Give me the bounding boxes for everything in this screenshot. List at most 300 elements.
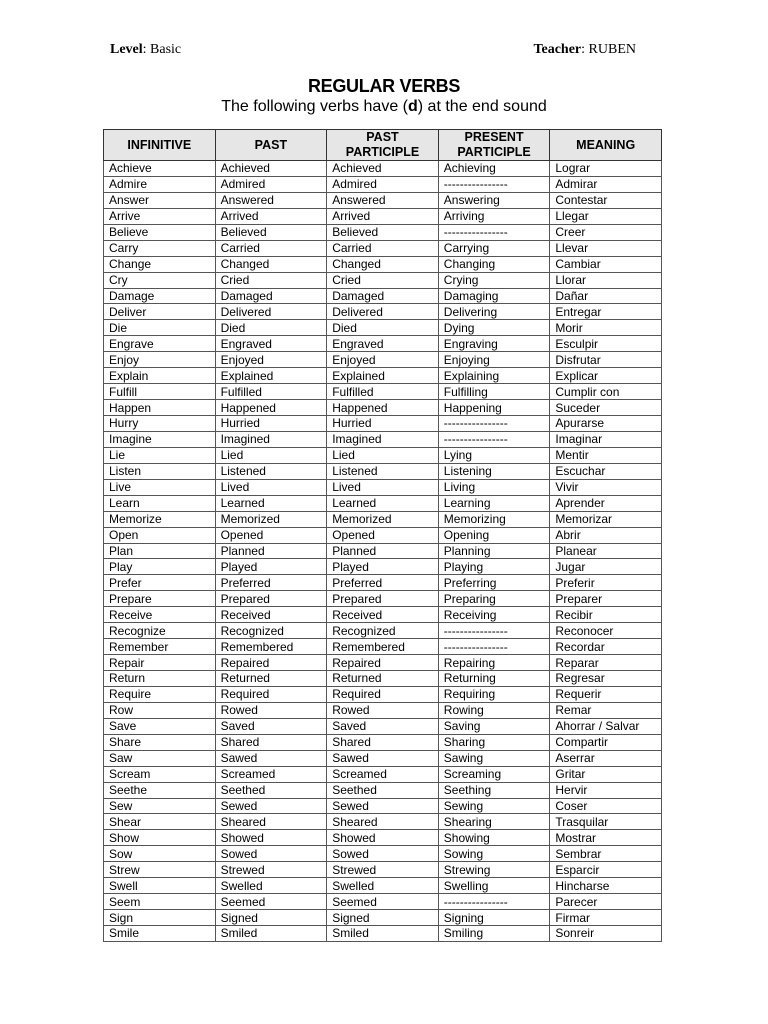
- table-cell: Saved: [327, 718, 439, 734]
- column-header: MEANING: [550, 130, 662, 161]
- table-cell: Delivered: [327, 304, 439, 320]
- table-cell: Shared: [215, 734, 327, 750]
- table-cell: Crying: [438, 272, 550, 288]
- table-cell: Memorize: [104, 511, 216, 527]
- table-cell: Enjoy: [104, 352, 216, 368]
- table-row: [104, 240, 662, 256]
- table-cell: Rowing: [438, 702, 550, 718]
- table-cell: Listened: [327, 463, 439, 479]
- table-cell: Saved: [215, 718, 327, 734]
- table-row: [104, 527, 662, 543]
- table-cell: Achieve: [104, 161, 216, 177]
- table-cell: Live: [104, 479, 216, 495]
- table-cell: Arrived: [215, 208, 327, 224]
- subtitle-after: ) at the end sound: [417, 98, 547, 115]
- table-cell: Compartir: [550, 734, 662, 750]
- table-cell: Enjoyed: [327, 352, 439, 368]
- table-cell: Receiving: [438, 607, 550, 623]
- table-cell: Entregar: [550, 304, 662, 320]
- table-cell: Remembered: [327, 639, 439, 655]
- table-cell: Seethed: [327, 782, 439, 798]
- table-cell: Opened: [327, 527, 439, 543]
- table-cell: Smiling: [438, 926, 550, 942]
- table-row: [104, 304, 662, 320]
- table-row: [104, 272, 662, 288]
- table-cell: Changed: [327, 256, 439, 272]
- table-cell: Vivir: [550, 479, 662, 495]
- table-cell: Requerir: [550, 686, 662, 702]
- table-cell: Contestar: [550, 192, 662, 208]
- table-cell: Planned: [215, 543, 327, 559]
- table-cell: Escuchar: [550, 463, 662, 479]
- table-row: [104, 766, 662, 782]
- table-cell: Lived: [215, 479, 327, 495]
- table-cell: Damaged: [327, 288, 439, 304]
- teacher-value: : RUBEN: [581, 42, 636, 57]
- table-row: [104, 798, 662, 814]
- table-cell: Recibir: [550, 607, 662, 623]
- table-cell: Prepared: [327, 591, 439, 607]
- table-cell: Screamed: [327, 766, 439, 782]
- teacher-label: Teacher: [533, 42, 582, 57]
- table-cell: Explicar: [550, 368, 662, 384]
- table-cell: Sowed: [215, 846, 327, 862]
- table-cell: Arrived: [327, 208, 439, 224]
- table-cell: Mentir: [550, 447, 662, 463]
- table-cell: Hurry: [104, 416, 216, 432]
- table-cell: Suceder: [550, 400, 662, 416]
- table-cell: Admirar: [550, 176, 662, 192]
- table-cell: Planned: [327, 543, 439, 559]
- table-cell: Sheared: [327, 814, 439, 830]
- table-cell: Required: [327, 686, 439, 702]
- table-cell: Sewed: [327, 798, 439, 814]
- table-cell: Answering: [438, 192, 550, 208]
- table-cell: Cried: [215, 272, 327, 288]
- table-row: [104, 208, 662, 224]
- column-header: PAST PARTICIPLE: [327, 130, 439, 161]
- table-cell: Recognized: [327, 623, 439, 639]
- table-cell: Delivering: [438, 304, 550, 320]
- table-cell: Smiled: [327, 926, 439, 942]
- table-cell: Learning: [438, 495, 550, 511]
- table-cell: Preparer: [550, 591, 662, 607]
- table-cell: Gritar: [550, 766, 662, 782]
- table-cell: Apurarse: [550, 416, 662, 432]
- table-cell: Carrying: [438, 240, 550, 256]
- table-cell: Listened: [215, 463, 327, 479]
- table-row: [104, 734, 662, 750]
- table-cell: Share: [104, 734, 216, 750]
- table-cell: Explaining: [438, 368, 550, 384]
- table-cell: Sharing: [438, 734, 550, 750]
- table-cell: Played: [215, 559, 327, 575]
- table-cell: Happen: [104, 400, 216, 416]
- table-row: [104, 862, 662, 878]
- table-cell: Die: [104, 320, 216, 336]
- table-cell: Play: [104, 559, 216, 575]
- table-cell: Explain: [104, 368, 216, 384]
- table-cell: Sheared: [215, 814, 327, 830]
- table-row: [104, 352, 662, 368]
- table-row: [104, 463, 662, 479]
- table-cell: ----------------: [438, 176, 550, 192]
- table-cell: Imagined: [215, 431, 327, 447]
- table-cell: Repaired: [327, 655, 439, 671]
- table-row: [104, 384, 662, 400]
- table-cell: Row: [104, 702, 216, 718]
- table-row: [104, 591, 662, 607]
- table-cell: Hincharse: [550, 878, 662, 894]
- table-cell: Living: [438, 479, 550, 495]
- table-row: [104, 543, 662, 559]
- table-cell: Strew: [104, 862, 216, 878]
- table-cell: Signed: [215, 910, 327, 926]
- table-cell: Listening: [438, 463, 550, 479]
- table-cell: Seethe: [104, 782, 216, 798]
- table-row: [104, 910, 662, 926]
- table-cell: Playing: [438, 559, 550, 575]
- table-cell: Seethed: [215, 782, 327, 798]
- table-row: [104, 368, 662, 384]
- table-cell: Strewed: [327, 862, 439, 878]
- table-cell: Sembrar: [550, 846, 662, 862]
- table-cell: Answer: [104, 192, 216, 208]
- table-cell: Save: [104, 718, 216, 734]
- table-cell: Mostrar: [550, 830, 662, 846]
- table-row: [104, 718, 662, 734]
- table-cell: Swell: [104, 878, 216, 894]
- table-cell: Shearing: [438, 814, 550, 830]
- table-cell: Trasquilar: [550, 814, 662, 830]
- table-row: [104, 607, 662, 623]
- table-cell: Rowed: [327, 702, 439, 718]
- table-cell: Learned: [327, 495, 439, 511]
- table-cell: ----------------: [438, 224, 550, 240]
- table-cell: Happened: [327, 400, 439, 416]
- table-cell: Remember: [104, 639, 216, 655]
- table-cell: Seething: [438, 782, 550, 798]
- table-cell: Enjoying: [438, 352, 550, 368]
- table-cell: Aserrar: [550, 750, 662, 766]
- table-cell: Fulfilling: [438, 384, 550, 400]
- table-cell: Deliver: [104, 304, 216, 320]
- table-cell: Saw: [104, 750, 216, 766]
- table-cell: Hurried: [327, 416, 439, 432]
- table-header: [104, 130, 662, 161]
- table-row: [104, 495, 662, 511]
- verbs-table: [103, 129, 662, 942]
- table-row: [104, 702, 662, 718]
- table-cell: Morir: [550, 320, 662, 336]
- table-cell: Prepared: [215, 591, 327, 607]
- table-cell: Happened: [215, 400, 327, 416]
- table-cell: Jugar: [550, 559, 662, 575]
- table-cell: Repair: [104, 655, 216, 671]
- table-cell: Sawed: [215, 750, 327, 766]
- table-cell: Carried: [215, 240, 327, 256]
- table-cell: Lie: [104, 447, 216, 463]
- table-cell: Opening: [438, 527, 550, 543]
- table-cell: Lied: [215, 447, 327, 463]
- table-row: [104, 846, 662, 862]
- table-cell: Admired: [327, 176, 439, 192]
- table-cell: Dying: [438, 320, 550, 336]
- table-cell: ----------------: [438, 431, 550, 447]
- table-cell: Creer: [550, 224, 662, 240]
- table-cell: Cry: [104, 272, 216, 288]
- table-cell: Changed: [215, 256, 327, 272]
- teacher-info: [533, 42, 636, 58]
- table-cell: Fulfilled: [327, 384, 439, 400]
- table-cell: Preferir: [550, 575, 662, 591]
- table-cell: Preferring: [438, 575, 550, 591]
- table-cell: Memorized: [215, 511, 327, 527]
- table-cell: Answered: [327, 192, 439, 208]
- table-row: [104, 224, 662, 240]
- table-cell: Shared: [327, 734, 439, 750]
- table-cell: Played: [327, 559, 439, 575]
- table-cell: Scream: [104, 766, 216, 782]
- table-cell: Died: [327, 320, 439, 336]
- table-cell: Arriving: [438, 208, 550, 224]
- table-cell: Lying: [438, 447, 550, 463]
- table-cell: Returned: [327, 671, 439, 687]
- table-cell: Planning: [438, 543, 550, 559]
- table-cell: Achieved: [327, 161, 439, 177]
- table-cell: Delivered: [215, 304, 327, 320]
- table-cell: Seemed: [215, 894, 327, 910]
- table-cell: Cried: [327, 272, 439, 288]
- table-cell: Sonreir: [550, 926, 662, 942]
- table-row: [104, 655, 662, 671]
- table-cell: Happening: [438, 400, 550, 416]
- table-cell: Preferred: [327, 575, 439, 591]
- table-cell: Cambiar: [550, 256, 662, 272]
- subtitle-bold: d: [408, 98, 418, 115]
- table-cell: Believed: [327, 224, 439, 240]
- table-cell: Recognized: [215, 623, 327, 639]
- table-cell: Died: [215, 320, 327, 336]
- level-label: Level: [110, 42, 143, 57]
- page-header: [110, 42, 636, 58]
- table-row: [104, 320, 662, 336]
- table-row: [104, 894, 662, 910]
- table-cell: Recordar: [550, 639, 662, 655]
- table-row: [104, 511, 662, 527]
- table-cell: Admired: [215, 176, 327, 192]
- table-cell: Ahorrar / Salvar: [550, 718, 662, 734]
- table-cell: Disfrutar: [550, 352, 662, 368]
- table-row: [104, 176, 662, 192]
- table-cell: Planear: [550, 543, 662, 559]
- table-cell: Hurried: [215, 416, 327, 432]
- table-cell: Signed: [327, 910, 439, 926]
- level-value: : Basic: [142, 42, 182, 57]
- table-row: [104, 623, 662, 639]
- table-row: [104, 161, 662, 177]
- table-cell: Strewed: [215, 862, 327, 878]
- table-cell: ----------------: [438, 623, 550, 639]
- table-row: [104, 814, 662, 830]
- table-cell: Explained: [215, 368, 327, 384]
- table-cell: Coser: [550, 798, 662, 814]
- table-cell: Saving: [438, 718, 550, 734]
- table-row: [104, 575, 662, 591]
- table-cell: Fulfilled: [215, 384, 327, 400]
- table-cell: Achieving: [438, 161, 550, 177]
- table-cell: Llorar: [550, 272, 662, 288]
- table-row: [104, 288, 662, 304]
- table-row: [104, 479, 662, 495]
- table-cell: Firmar: [550, 910, 662, 926]
- table-cell: Received: [327, 607, 439, 623]
- table-row: [104, 192, 662, 208]
- table-cell: Damage: [104, 288, 216, 304]
- table-cell: Llevar: [550, 240, 662, 256]
- table-cell: Prefer: [104, 575, 216, 591]
- table-cell: Imagined: [327, 431, 439, 447]
- table-cell: Swelled: [215, 878, 327, 894]
- table-row: [104, 750, 662, 766]
- table-cell: Seem: [104, 894, 216, 910]
- table-body: [104, 161, 662, 942]
- table-cell: Showed: [327, 830, 439, 846]
- table-cell: Changing: [438, 256, 550, 272]
- table-cell: Signing: [438, 910, 550, 926]
- table-row: [104, 926, 662, 942]
- table-cell: Smile: [104, 926, 216, 942]
- header-row: [104, 130, 662, 161]
- table-cell: Listen: [104, 463, 216, 479]
- table-cell: Sign: [104, 910, 216, 926]
- table-cell: Swelled: [327, 878, 439, 894]
- table-cell: Required: [215, 686, 327, 702]
- table-cell: Sewing: [438, 798, 550, 814]
- table-cell: Answered: [215, 192, 327, 208]
- table-cell: Damaging: [438, 288, 550, 304]
- table-cell: Sowing: [438, 846, 550, 862]
- table-cell: Memorized: [327, 511, 439, 527]
- table-row: [104, 830, 662, 846]
- table-cell: Abrir: [550, 527, 662, 543]
- table-cell: Memorizing: [438, 511, 550, 527]
- table-cell: Engraved: [215, 336, 327, 352]
- table-cell: Lograr: [550, 161, 662, 177]
- table-row: [104, 400, 662, 416]
- table-cell: Parecer: [550, 894, 662, 910]
- table-cell: Remar: [550, 702, 662, 718]
- table-cell: Esparcir: [550, 862, 662, 878]
- table-cell: Recognize: [104, 623, 216, 639]
- table-cell: Plan: [104, 543, 216, 559]
- table-cell: ----------------: [438, 416, 550, 432]
- subtitle-before: The following verbs have (: [221, 98, 408, 115]
- table-cell: Rowed: [215, 702, 327, 718]
- table-cell: Regresar: [550, 671, 662, 687]
- table-cell: Imaginar: [550, 431, 662, 447]
- table-cell: Smiled: [215, 926, 327, 942]
- table-cell: Change: [104, 256, 216, 272]
- table-cell: Requiring: [438, 686, 550, 702]
- table-cell: Shear: [104, 814, 216, 830]
- table-cell: Reconocer: [550, 623, 662, 639]
- table-cell: Sowed: [327, 846, 439, 862]
- table-cell: Aprender: [550, 495, 662, 511]
- table-cell: Showed: [215, 830, 327, 846]
- table-row: [104, 559, 662, 575]
- table-cell: Arrive: [104, 208, 216, 224]
- column-header: PAST: [215, 130, 327, 161]
- table-cell: Show: [104, 830, 216, 846]
- table-cell: Require: [104, 686, 216, 702]
- table-cell: ----------------: [438, 639, 550, 655]
- table-cell: Repaired: [215, 655, 327, 671]
- table-cell: Screaming: [438, 766, 550, 782]
- table-cell: Opened: [215, 527, 327, 543]
- table-cell: Dañar: [550, 288, 662, 304]
- page-title: REGULAR VERBS: [307, 76, 461, 96]
- table-cell: Engrave: [104, 336, 216, 352]
- table-row: [104, 782, 662, 798]
- table-cell: Seemed: [327, 894, 439, 910]
- table-cell: Preparing: [438, 591, 550, 607]
- table-cell: ----------------: [438, 894, 550, 910]
- table-cell: Cumplir con: [550, 384, 662, 400]
- table-cell: Preferred: [215, 575, 327, 591]
- table-row: [104, 686, 662, 702]
- table-cell: Swelling: [438, 878, 550, 894]
- table-cell: Carried: [327, 240, 439, 256]
- table-cell: Sow: [104, 846, 216, 862]
- table-cell: Prepare: [104, 591, 216, 607]
- table-cell: Lied: [327, 447, 439, 463]
- table-cell: Believed: [215, 224, 327, 240]
- table-cell: Sewed: [215, 798, 327, 814]
- table-cell: Imagine: [104, 431, 216, 447]
- table-cell: Sawing: [438, 750, 550, 766]
- table-cell: Learn: [104, 495, 216, 511]
- level-info: [110, 42, 181, 58]
- table-cell: Carry: [104, 240, 216, 256]
- table-cell: Strewing: [438, 862, 550, 878]
- table-cell: Memorizar: [550, 511, 662, 527]
- table-cell: Remembered: [215, 639, 327, 655]
- table-row: [104, 878, 662, 894]
- table-cell: Open: [104, 527, 216, 543]
- table-cell: Returned: [215, 671, 327, 687]
- table-cell: Learned: [215, 495, 327, 511]
- table-cell: Engraving: [438, 336, 550, 352]
- table-row: [104, 336, 662, 352]
- page-subtitle: [0, 98, 768, 116]
- table-row: [104, 256, 662, 272]
- table-cell: Hervir: [550, 782, 662, 798]
- table-cell: Esculpir: [550, 336, 662, 352]
- table-cell: Returning: [438, 671, 550, 687]
- table-cell: Llegar: [550, 208, 662, 224]
- table-cell: Explained: [327, 368, 439, 384]
- table-row: [104, 447, 662, 463]
- table-cell: Admire: [104, 176, 216, 192]
- table-row: [104, 639, 662, 655]
- table-cell: Return: [104, 671, 216, 687]
- table-cell: Repairing: [438, 655, 550, 671]
- table-cell: Fulfill: [104, 384, 216, 400]
- table-cell: Enjoyed: [215, 352, 327, 368]
- column-header: INFINITIVE: [104, 130, 216, 161]
- table-cell: Reparar: [550, 655, 662, 671]
